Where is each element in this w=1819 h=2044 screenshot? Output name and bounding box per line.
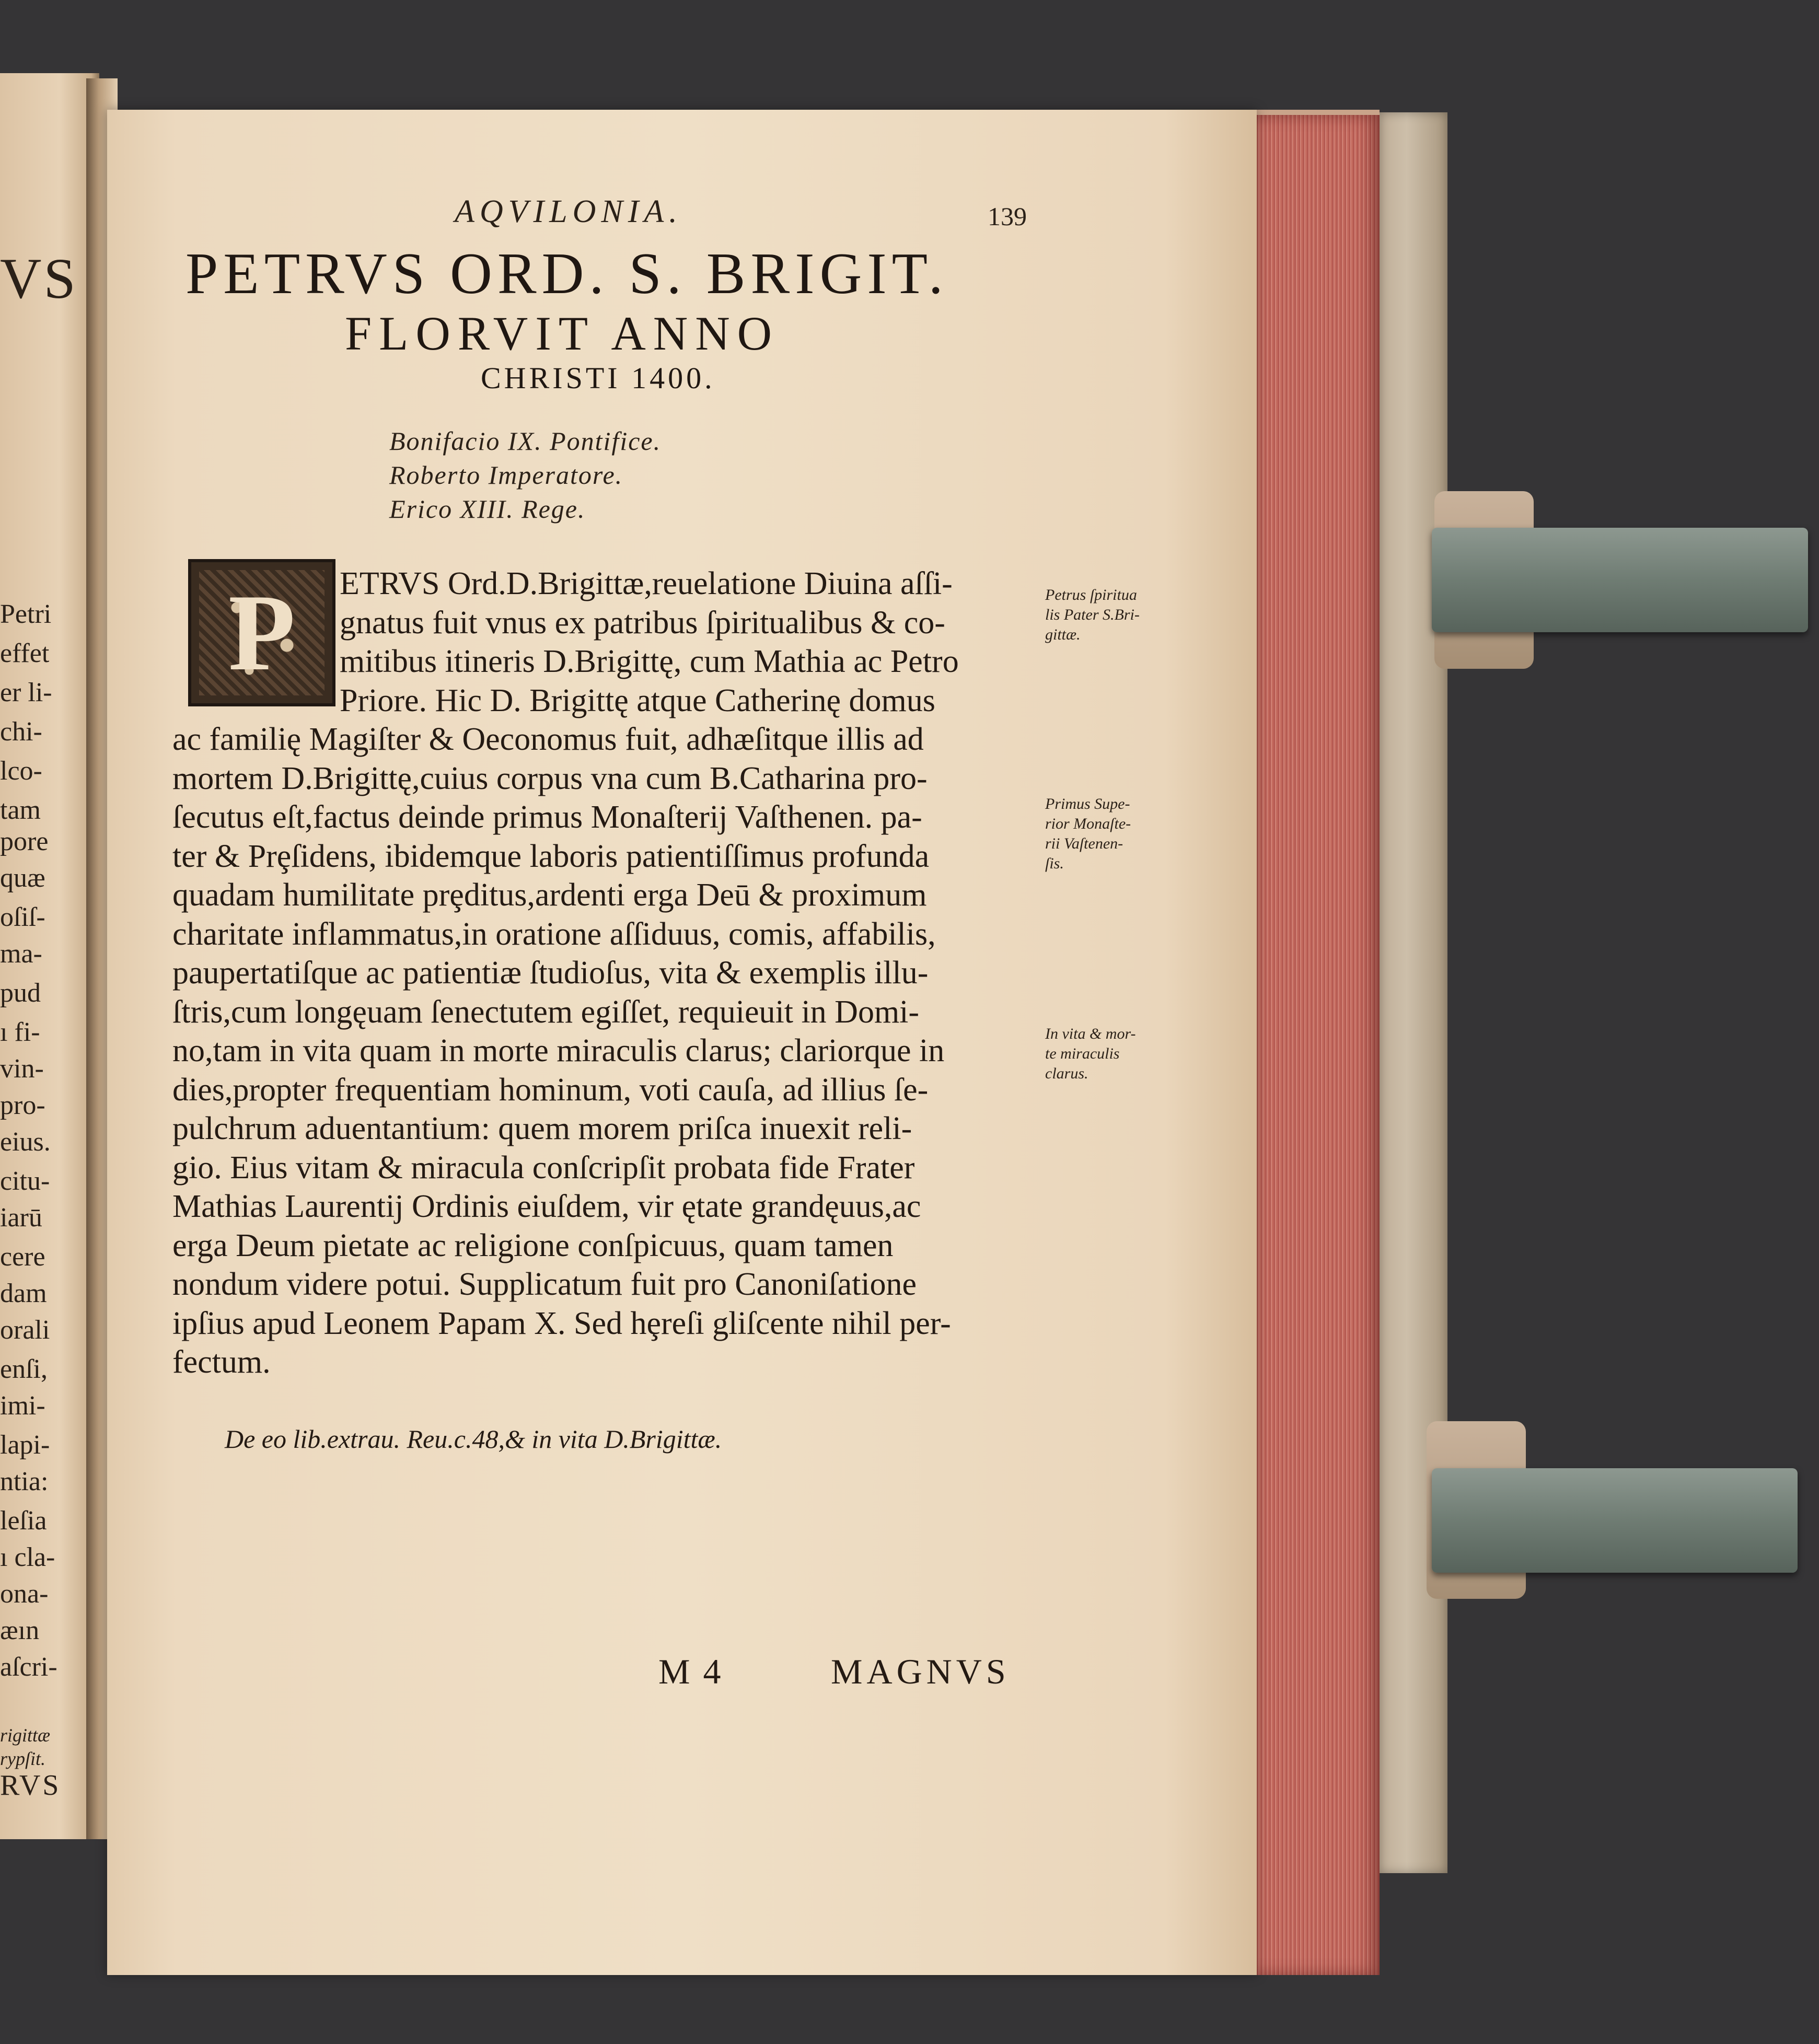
margin-note-line: lis Pater S.Bri- — [1045, 606, 1140, 623]
body-line: ſecutus eſt,factus deinde primus Monaſterij Vaſthenen. pa- — [172, 799, 922, 835]
body-line: Mathias Laurentij Ordinis eiuſdem, vir ętate grandęuus,ac — [172, 1189, 921, 1224]
body-line: charitate inflammatus,in oratione aſſiduus, comis, affabilis, — [172, 916, 936, 952]
margin-note-line: In vita & mor- — [1045, 1025, 1136, 1042]
margin-note-line: rii Vaſtenen- — [1045, 835, 1123, 852]
chapter-date: CHRISTI 1400. — [481, 361, 715, 395]
left-line: imi- — [0, 1391, 45, 1421]
left-line: er li- — [0, 678, 52, 707]
book-cover-edge — [1380, 112, 1447, 1873]
body-line: mitibus itineris D.Brigittę, cum Mathia ac Petro — [340, 644, 959, 679]
left-line: pro- — [0, 1090, 45, 1120]
body-line: Priore. Hic D. Brigittę atque Catherinę domus — [340, 682, 935, 718]
left-line: dam — [0, 1279, 47, 1308]
body-line: no,tam in vita quam in morte miraculis clarus; clariorque in — [172, 1033, 945, 1069]
margin-note-line: Petrus ſpiritua — [1045, 586, 1137, 603]
body-line: ac familię Magiſter & Oeconomus fuit, adhæſitque illis ad — [172, 722, 924, 757]
left-line: effet — [0, 638, 50, 668]
left-catchword: RVS — [0, 1769, 61, 1802]
left-line: eius. — [0, 1127, 51, 1157]
left-line: pud — [0, 978, 41, 1008]
left-line: aſcri- — [0, 1652, 57, 1682]
reign-line: Bonifacio IX. Pontifice. — [389, 426, 662, 456]
margin-note-line: gittæ. — [1045, 626, 1081, 643]
left-line: vin- — [0, 1054, 44, 1084]
body-line: nondum videre potui. Supplicatum fuit pro Canoniſatione — [172, 1267, 917, 1302]
left-line: chi- — [0, 717, 42, 747]
initial-letter: P — [199, 570, 325, 695]
body-line: fectum. — [172, 1344, 271, 1380]
left-line: lapi- — [0, 1430, 50, 1460]
left-line: lco- — [0, 756, 42, 786]
left-line: ntia: — [0, 1467, 49, 1496]
body-line: ſtris,cum longęuam ſenectutem egiſſet, requieuit in Domi- — [172, 994, 920, 1030]
reign-line: Roberto Imperatore. — [389, 460, 623, 490]
body-line: paupertatiſque ac patientiæ ſtudioſus, vita & exemplis illu- — [172, 955, 929, 991]
body-line: pulchrum aduentantium: quem morem priſca inuexit reli- — [172, 1111, 912, 1146]
body-line: gnatus fuit vnus ex patribus ſpiritualibus & co- — [340, 605, 945, 641]
left-line: ona- — [0, 1579, 49, 1609]
margin-note-line: rior Monaſte- — [1045, 815, 1131, 832]
body-line: ter & Prȩſidens, ibidemque laboris patientiſſimus profunda — [172, 838, 930, 874]
left-line: orali — [0, 1315, 50, 1345]
running-head: AQVILONIA. — [455, 194, 682, 229]
margin-note — [1045, 585, 1171, 645]
left-line: tam — [0, 795, 41, 825]
body-text — [172, 564, 1050, 1382]
chapter-subtitle: FLORVIT ANNO — [345, 307, 780, 360]
body-line: ipſius apud Leonem Papam X. Sed hȩreſi gliſcente nihil per- — [172, 1305, 951, 1341]
body-line: gio. Eius vitam & miracula conſcripſit probata fide Frater — [172, 1149, 915, 1186]
left-page-text — [0, 73, 99, 1839]
margin-note-line: Primus Supe- — [1045, 795, 1130, 812]
margin-note-line: ſis. — [1045, 855, 1064, 872]
left-line: pore — [0, 827, 49, 856]
left-line: ı fi- — [0, 1017, 40, 1047]
source-reference: De eo lib.extrau. Reu.c.48,& in vita D.Brigittæ. — [225, 1424, 722, 1454]
left-line: æın — [0, 1616, 40, 1645]
body-line: erga Deum pietate ac religione conſpicuus, quam tamen — [172, 1227, 894, 1263]
clasp-bottom — [1432, 1468, 1798, 1573]
margin-note — [1045, 794, 1171, 874]
body-line: ETRVS Ord.D.Brigittæ,reuelatione Diuina aſſi- — [340, 566, 953, 601]
recto-page — [107, 110, 1257, 1975]
left-line: ma- — [0, 939, 42, 969]
left-line: Petri — [0, 599, 52, 629]
page-number: 139 — [988, 202, 1027, 231]
left-margin-note: rypſit. — [0, 1748, 45, 1769]
catchword: MAGNVS — [831, 1652, 1010, 1691]
margin-note-line: te miraculis — [1045, 1045, 1120, 1062]
left-line: oſiſ- — [0, 902, 45, 932]
left-line: ı cla- — [0, 1542, 55, 1572]
left-line: quæ — [0, 863, 45, 893]
body-line: mortem D.Brigittę,cuius corpus vna cum B.Catharina pro- — [172, 760, 928, 796]
left-line: enſi, — [0, 1354, 48, 1384]
margin-note — [1045, 1024, 1171, 1084]
margin-note-line: clarus. — [1045, 1065, 1088, 1082]
left-page — [0, 73, 99, 1839]
left-line: cere — [0, 1242, 45, 1272]
clasp-top — [1432, 528, 1808, 632]
left-line: citu- — [0, 1166, 50, 1196]
body-line: quadam humilitate prȩditus,ardenti erga Deū & proximum — [172, 877, 927, 913]
left-margin-note: rigittæ — [0, 1725, 51, 1746]
left-page-title-fragment: VS — [0, 247, 78, 310]
left-line: iarū — [0, 1203, 42, 1233]
chapter-title: PETRVS ORD. S. BRIGIT. — [186, 241, 948, 306]
reign-line: Erico XIII. Rege. — [389, 494, 586, 524]
body-line: dies,propter frequentiam hominum, voti cauſa, ad illius ſe- — [172, 1072, 929, 1108]
signature-mark: M 4 — [658, 1652, 723, 1691]
left-line: leſia — [0, 1506, 47, 1536]
